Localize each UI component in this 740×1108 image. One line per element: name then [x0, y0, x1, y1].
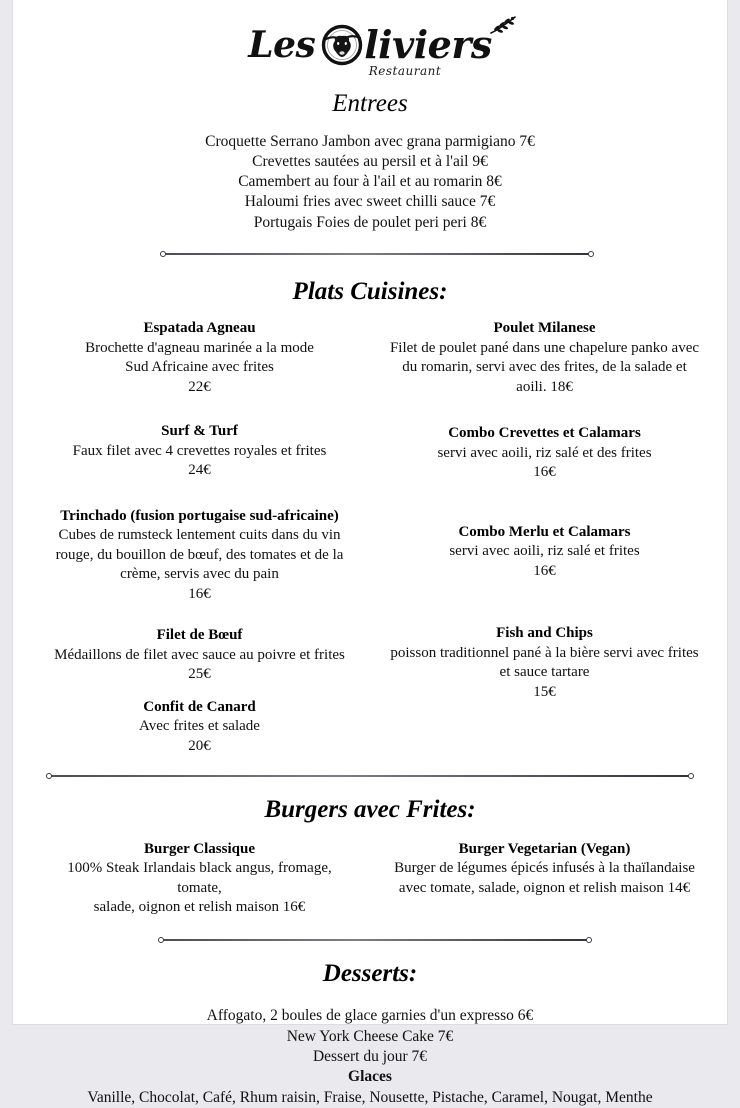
- restaurant-logo: [25, 0, 715, 86]
- dish-name: Burger Classique: [144, 840, 255, 857]
- dish-surf-and-turf: [47, 422, 352, 481]
- dish-price: 15€: [533, 683, 556, 700]
- bull-head-in-ring-icon: [319, 22, 365, 68]
- dish-burger-vegetarian: [388, 840, 701, 899]
- dish-desc-line: crème, servis avec du pain: [120, 566, 279, 583]
- dish-combo-merlu-calamars: [388, 523, 701, 582]
- burgers-right-column: [370, 840, 715, 918]
- dish-desc-line: Sud Africaine avec frites: [125, 359, 274, 376]
- list-item: Dessert du jour 7€: [312, 1048, 428, 1066]
- dish-desc-line: du romarin, servi avec des frites, de la salade et: [402, 359, 687, 376]
- dish-desc-line: rouge, du bouillon de bœuf, des tomates et de la: [55, 546, 344, 563]
- dish-name: Combo Crevettes et Calamars: [448, 425, 641, 442]
- dish-name: Espatada Agneau: [143, 320, 256, 337]
- list-item: Camembert au four à l'ail et au romarin 8€: [238, 173, 502, 191]
- divider-entrees-mains: [25, 248, 715, 260]
- glaces-label: Glaces: [348, 1068, 392, 1086]
- dish-trinchado: [47, 507, 352, 605]
- dish-price: 16€: [188, 585, 211, 602]
- mains-columns: [25, 319, 715, 756]
- mains-right-column: [370, 319, 715, 756]
- dish-desc-line: Filet de poulet pané dans une chapelure panko avec: [389, 339, 700, 356]
- glaces-flavours: Vanille, Chocolat, Café, Rhum raisin, Fraise, Nousette, Pistache, Caramel, Nougat, Menthe: [87, 1088, 653, 1106]
- list-item: Portugais Foies de poulet peri peri 8€: [253, 213, 487, 231]
- divider-mains-burgers: [25, 770, 715, 782]
- dish-price: 24€: [188, 462, 211, 479]
- dish-desc-line: Avec frites et salade: [139, 718, 260, 735]
- dish-name: Combo Merlu et Calamars: [458, 523, 631, 540]
- dish-price: 16€: [533, 562, 556, 579]
- list-item: Croquette Serrano Jambon avec grana parmigiano 7€: [205, 132, 535, 150]
- logo-text-oliviers: liviers: [364, 22, 492, 67]
- dish-desc-line: et sauce tartare: [499, 664, 590, 681]
- list-item: Haloumi fries avec sweet chilli sauce 7€: [244, 193, 496, 211]
- dish-price: 25€: [188, 666, 211, 683]
- burgers-columns: [25, 840, 715, 918]
- desserts-list: [25, 1006, 715, 1107]
- dish-name: Burger Vegetarian (Vegan): [458, 840, 631, 857]
- dish-poulet-milanese: [388, 319, 701, 397]
- dish-filet-de-boeuf: [47, 626, 352, 685]
- dish-desc-line: poisson traditionnel pané à la bière servi avec frites: [390, 644, 699, 661]
- dish-name: Surf & Turf: [161, 423, 238, 440]
- mains-left-column: [25, 319, 370, 756]
- dish-name: Filet de Bœuf: [156, 627, 243, 644]
- logo-wordmark: [248, 22, 491, 68]
- section-title-mains: Plats Cuisines:: [292, 277, 448, 305]
- dish-desc-line: aoili. 18€: [516, 378, 573, 395]
- dish-desc-line: servi avec aoili, riz salé et frites: [449, 543, 640, 560]
- dish-desc-line: Burger de légumes épicés infusés à la thaïlandaise: [394, 860, 695, 877]
- dish-name: Trinchado (fusion portugaise sud-africaine): [60, 507, 339, 524]
- list-item: Crevettes sautées au persil et à l'ail 9€: [252, 152, 488, 170]
- dish-burger-classique: [47, 840, 352, 918]
- dish-desc-line: Médaillons de filet avec sauce au poivre et frites: [54, 646, 345, 663]
- dish-desc-line: avec tomate, salade, oignon et relish maison 14€: [398, 879, 691, 896]
- dish-price: 16€: [533, 464, 556, 481]
- dish-price: 20€: [188, 737, 211, 754]
- dish-desc-line: Brochette d'agneau marinée a la mode: [85, 339, 314, 356]
- dish-price: 22€: [188, 378, 211, 395]
- logo-text-les: Les: [248, 24, 316, 66]
- dish-desc-line: servi avec aoili, riz salé et des frites: [437, 444, 652, 461]
- dish-fish-and-chips: [388, 624, 701, 702]
- logo-subtitle: Restaurant: [368, 64, 442, 78]
- dish-name: Poulet Milanese: [493, 320, 596, 337]
- divider-burgers-desserts: [25, 934, 715, 946]
- dish-confit-de-canard: [47, 698, 352, 757]
- list-item: Affogato, 2 boules de glace garnies d'un expresso 6€: [206, 1007, 534, 1025]
- dish-name: Confit de Canard: [143, 698, 256, 715]
- olive-branch-icon: [488, 14, 518, 36]
- section-title-burgers: Burgers avec Frites:: [264, 796, 476, 824]
- dish-combo-crevettes-calamars: [388, 424, 701, 483]
- list-item: New York Cheese Cake 7€: [286, 1027, 454, 1045]
- dish-desc-line: Cubes de rumsteck lentement cuits dans du vin: [58, 527, 341, 544]
- dish-espatada-agneau: [47, 319, 352, 397]
- dish-desc-line: salade, oignon et relish maison 16€: [93, 899, 306, 916]
- section-title-desserts: Desserts:: [322, 959, 418, 987]
- dish-desc-line: 100% Steak Irlandais black angus, fromage, tomate,: [67, 860, 332, 896]
- dish-desc-line: Faux filet avec 4 crevettes royales et frites: [72, 442, 327, 459]
- dish-name: Fish and Chips: [496, 625, 593, 642]
- entrees-list: [25, 132, 715, 233]
- menu-page: [13, 0, 727, 1106]
- section-title-entrees: Entrees: [332, 90, 408, 117]
- burgers-left-column: [25, 840, 370, 918]
